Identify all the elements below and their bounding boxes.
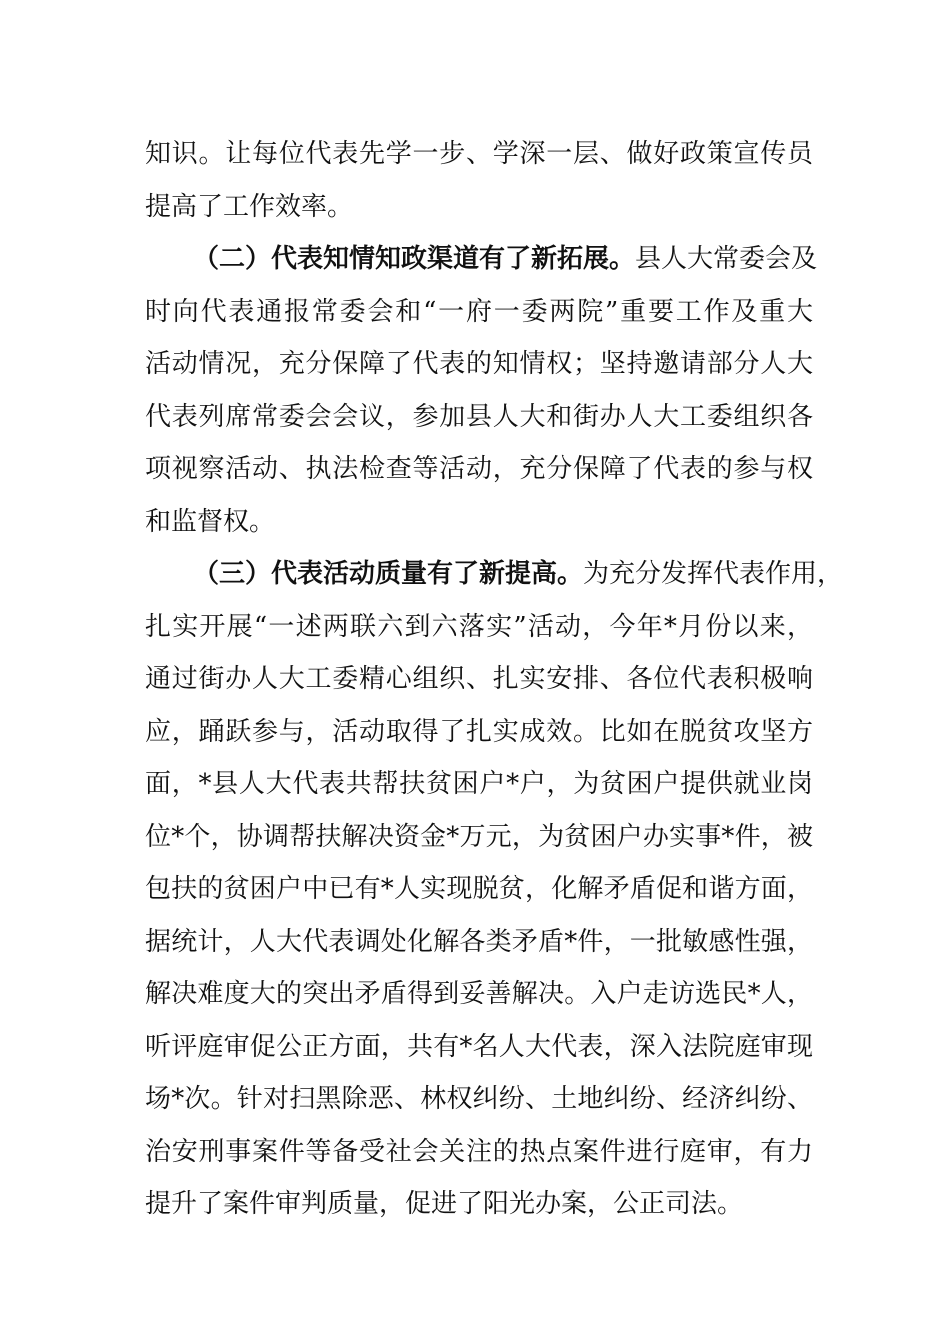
paragraph-3-line-2: 扎实开展“一述两联六到六落实”活动，今年*月份以来， — [145, 611, 813, 642]
paragraph-3-line-1 — [145, 548, 844, 601]
paragraph-3-heading: （三）代表活动质量有了新提高。 — [193, 559, 584, 589]
paragraph-3-line-6: 位*个，协调帮扶解决资金*万元，为贫困户办实事*件，被 — [145, 821, 813, 852]
paragraph-3-line-7: 包扶的贫困户中已有*人实现脱贫，化解矛盾促和谐方面， — [145, 874, 813, 904]
paragraph-2-line-1 — [145, 233, 818, 286]
paragraph-3-line-4: 应，踊跃参与，活动取得了扎实成效。比如在脱贫攻坚方 — [145, 716, 813, 747]
paragraph-3-line-10: 听评庭审促公正方面，共有*名人大代表，深入法院庭审现 — [145, 1031, 813, 1062]
paragraph-2 — [145, 233, 818, 548]
paragraph-2-line-2: 时向代表通报常委会和“一府一委两院”重要工作及重大 — [145, 296, 813, 327]
paragraph-3-line-9: 解决难度大的突出矛盾得到妥善解决。入户走访选民*人， — [145, 979, 813, 1009]
paragraph-2-line-3: 活动情况，充分保障了代表的知情权；坚持邀请部分人大 — [145, 349, 813, 379]
paragraph-3-line-12: 治安刑事案件等备受社会关注的热点案件进行庭审，有力 — [145, 1136, 813, 1167]
paragraph-3-line-13: 提升了案件审判质量，促进了阳光办案，公正司法。 — [145, 1189, 744, 1219]
document-page — [145, 128, 844, 1231]
paragraph-2-heading: （二）代表知情知政渠道有了新拓展。 — [193, 244, 636, 274]
paragraph-3 — [145, 548, 844, 1231]
paragraph-1 — [145, 128, 813, 233]
paragraph-3-line-11: 场*次。针对扫黑除恶、林权纠纷、土地纠纷、经济纠纷、 — [145, 1084, 813, 1114]
paragraph-1-line-2: 提高了工作效率。 — [145, 191, 354, 222]
paragraph-2-line-6: 和监督权。 — [145, 506, 276, 537]
paragraph-3-line-3: 通过街办人大工委精心组织、扎实安排、各位代表积极响 — [145, 664, 813, 694]
paragraph-2-first-line-rest: 县人大常委会及 — [635, 244, 818, 274]
paragraph-2-line-4: 代表列席常委会会议，参加县人大和街办人大工委组织各 — [145, 401, 813, 432]
paragraph-1-line-1: 知识。让每位代表先学一步、学深一层、做好政策宣传员 — [145, 139, 813, 169]
paragraph-3-line-5: 面，*县人大代表共帮扶贫困户*户，为贫困户提供就业岗 — [145, 769, 813, 799]
paragraph-2-line-5: 项视察活动、执法检查等活动，充分保障了代表的参与权 — [145, 454, 813, 484]
paragraph-3-line-8: 据统计，人大代表调处化解各类矛盾*件，一批敏感性强， — [145, 926, 813, 957]
paragraph-3-first-line-rest: 为充分发挥代表作用， — [583, 559, 844, 589]
